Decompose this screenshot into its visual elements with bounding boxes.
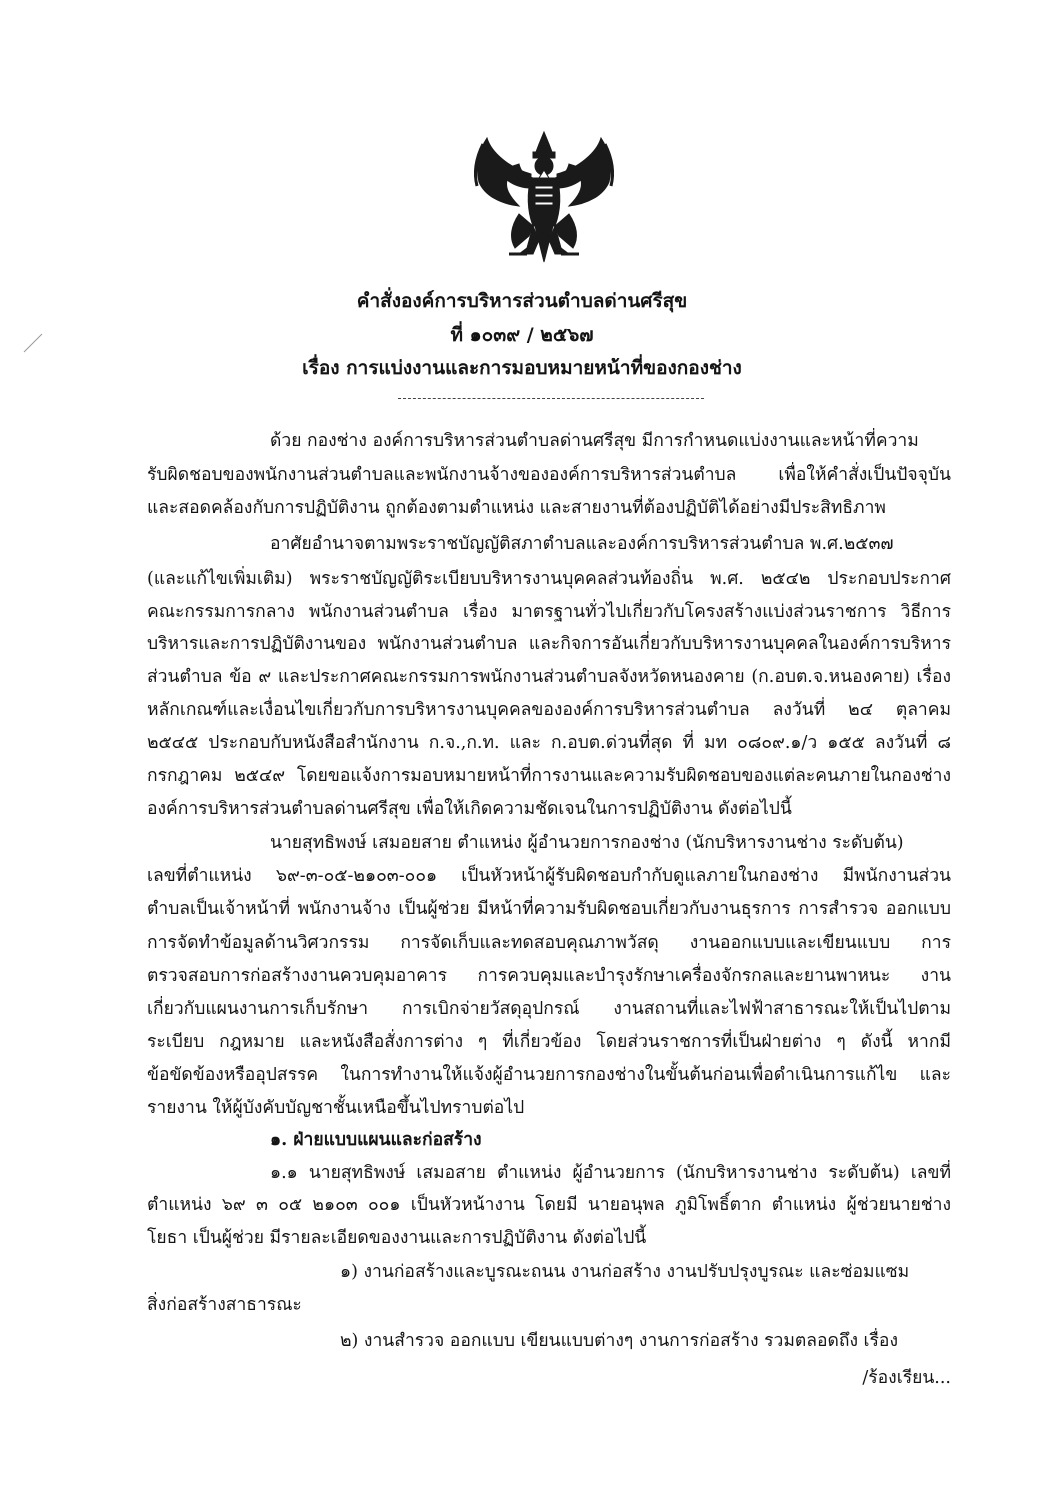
body-line: ด้วย กองช่าง องค์การบริหารส่วนตำบลด่านศรีสุข มีการกำหนดแบ่งงานและหน้าที่ความ [270,431,919,451]
body-line: ส่วนตำบล ข้อ ๙ และประกาศคณะกรรมการพนักงานส่วนตำบลจังหวัดหนองคาย (ก.อบต.จ.หนองคาย) เรื่อง [147,667,951,687]
list-item-continuation: สิ่งก่อสร้างสาธารณะ [147,1295,302,1315]
title-divider [398,398,704,399]
body-line: เกี่ยวกับแผนงานการเก็บรักษา การเบิกจ่ายวัสดุอุปกรณ์ งานสถานที่และไฟฟ้าสาธารณะให้เป็นไปตาม [147,999,951,1019]
body-line: ตำแหน่ง ๖๙ ๓ ๐๕ ๒๑๐๓ ๐๐๑ เป็นหัวหน้างาน โดยมี นายอนุพล ภูมิโพธิ์ตาก ตำแหน่ง ผู้ช่วยนายช่าง [147,1195,951,1215]
order-number: ที่ ๑๐๓๙ / ๒๕๖๗ [450,324,594,346]
body-line: (และแก้ไขเพิ่มเติม) พระราชบัญญัติระเบียบบริหารงานบุคคลส่วนท้องถิ่น พ.ศ. ๒๕๔๒ ประกอบประกาศ [147,569,951,589]
body-line: โยธา เป็นผู้ช่วย มีรายละเอียดของงานและการปฏิบัติงาน ดังต่อไปนี้ [147,1228,647,1248]
body-line: ตำบลเป็นเจ้าหน้าที่ พนักงานจ้าง เป็นผู้ช่วย มีหน้าที่ความรับผิดชอบเกี่ยวกับงานธุรการ การสำรวจ ออกแบบ [147,899,951,919]
body-line: อาศัยอำนาจตามพระราชบัญญัติสภาตำบลและองค์การบริหารส่วนตำบล พ.ศ.๒๕๓๗ [270,534,894,554]
body-line: องค์การบริหารส่วนตำบลด่านศรีสุข เพื่อให้เกิดความชัดเจนในการปฏิบัติงาน ดังต่อไปนี้ [147,799,792,819]
body-line: ข้อขัดข้องหรืออุปสรรค ในการทำงานให้แจ้งผู้อำนวยการกองช่างในขั้นต้นก่อนเพื่อดำเนินการแก้ไข และ [147,1065,951,1085]
body-line: และสอดคล้องกับการปฏิบัติงาน ถูกต้องตามตำแหน่ง และสายงานที่ต้องปฏิบัติได้อย่างมีประสิทธิภาพ [147,498,886,518]
body-line: หลักเกณฑ์และเงื่อนไขเกี่ยวกับการบริหารงานบุคคลขององค์การบริหารส่วนตำบล ลงวันที่ ๒๔ ตุลาคม [147,700,951,720]
body-line: บริหารและการปฏิบัติงานของ พนักงานส่วนตำบล และกิจการอันเกี่ยวกับบริหารงานบุคคลในองค์การบริหาร [147,634,951,654]
body-line: ๑.๑ นายสุทธิพงษ์ เสมอสาย ตำแหน่ง ผู้อำนวยการ (นักบริหารงานช่าง ระดับต้น) เลขที่ [270,1163,951,1183]
body-line: ๒๕๔๕ ประกอบกับหนังสือสำนักงาน ก.จ.,ก.ท. และ ก.อบต.ด่วนที่สุด ที่ มท ๐๘๐๙.๑/ว ๑๕๕ ลงวันที่ ๘ [147,733,951,753]
body-line: เลขที่ตำแหน่ง ๖๙-๓-๐๕-๒๑๐๓-๐๐๑ เป็นหัวหน้าผู้รับผิดชอบกำกับดูแลภายในกองช่าง มีพนักงานส่วน [147,866,951,886]
body-line: กรกฎาคม ๒๕๔๙ โดยขอแจ้งการมอบหมายหน้าที่การงานและความรับผิดชอบของแต่ละคนภายในกองช่าง [147,766,951,786]
list-item: ๑) งานก่อสร้างและบูรณะถนน งานก่อสร้าง งานปรับปรุงบูรณะ และซ่อมแซม [340,1262,910,1282]
garuda-emblem-icon [469,130,619,270]
body-line: คณะกรรมการกลาง พนักงานส่วนตำบล เรื่อง มาตรฐานทั่วไปเกี่ยวกับโครงสร้างแบ่งส่วนราชการ วิธีการ [147,602,951,622]
order-subject: เรื่อง การแบ่งงานและการมอบหมายหน้าที่ของกองช่าง [302,357,742,379]
body-line: ระเบียบ กฎหมาย และหนังสือสั่งการต่าง ๆ ที่เกี่ยวข้อง โดยส่วนราชการที่เป็นฝ่ายต่าง ๆ ดังนี้ หากมี [147,1032,951,1052]
body-line: รับผิดชอบของพนักงานส่วนตำบลและพนักงานจ้างขององค์การบริหารส่วนตำบล เพื่อให้คำสั่งเป็นปัจจุบัน [147,465,951,485]
body-line: ตรวจสอบการก่อสร้างงานควบคุมอาคาร การควบคุมและบำรุงรักษาเครื่องจักรกลและยานพาหนะ งาน [147,966,951,986]
section-heading: ๑. ฝ่ายแบบแผนและก่อสร้าง [270,1130,482,1150]
order-title: คำสั่งองค์การบริหารส่วนตำบลด่านศรีสุข [356,290,688,312]
body-line: นายสุทธิพงษ์ เสมอยสาย ตำแหน่ง ผู้อำนวยการกองช่าง (นักบริหารงานช่าง ระดับต้น) [270,833,904,853]
list-item: ๒) งานสำรวจ ออกแบบ เขียนแบบต่างๆ งานการก่อสร้าง รวมตลอดถึง เรื่อง [340,1331,898,1351]
body-line: รายงาน ให้ผู้บังคับบัญชาชั้นเหนือขึ้นไปทราบต่อไป [147,1098,525,1118]
page-continuation: /ร้องเรียน... [862,1368,951,1388]
body-line: การจัดทำข้อมูลด้านวิศวกรรม การจัดเก็บและทดสอบคุณภาพวัสดุ งานออกแบบและเขียนแบบ การ [147,933,951,953]
